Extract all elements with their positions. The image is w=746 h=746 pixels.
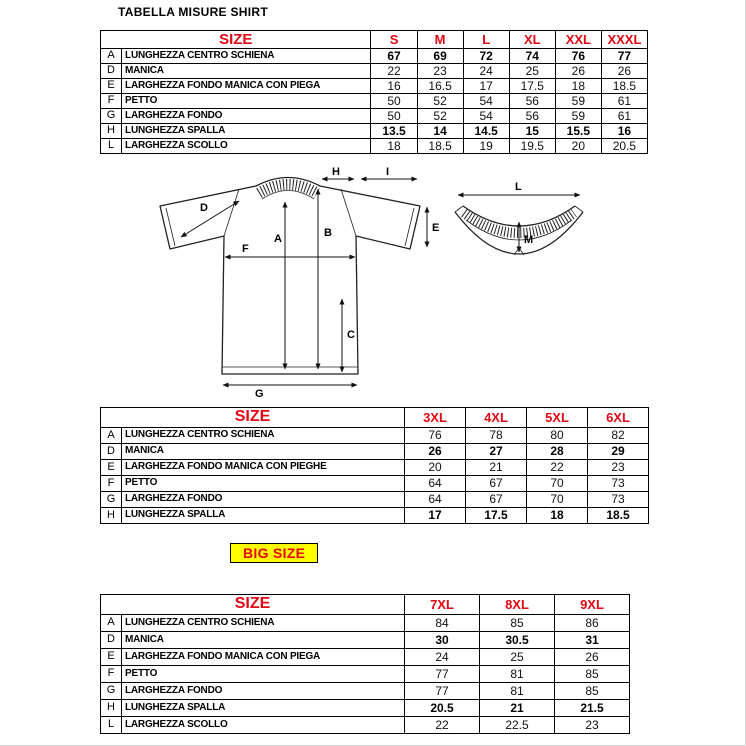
column-header: 9XL — [555, 595, 630, 615]
row-letter: F — [101, 94, 122, 109]
column-header: 6XL — [588, 408, 649, 428]
measure-row — [101, 717, 630, 734]
row-label: LUNGHEZZA CENTRO SCHIENA — [122, 615, 405, 632]
size-value: 18 — [555, 79, 601, 94]
diagram-label-a: A — [274, 233, 282, 245]
size-value: 17.5 — [466, 508, 527, 524]
row-letter: G — [101, 109, 122, 124]
size-value: 56 — [509, 109, 555, 124]
measure-row — [101, 79, 648, 94]
row-letter: A — [101, 615, 122, 632]
row-label: PETTO — [122, 476, 405, 492]
size-value: 82 — [588, 428, 649, 444]
size-value: 22 — [527, 460, 588, 476]
size-table-extended — [100, 407, 649, 524]
column-header: XXL — [555, 31, 601, 49]
size-table-standard — [100, 30, 648, 154]
row-label: MANICA — [122, 64, 371, 79]
size-value: 18.5 — [601, 79, 647, 94]
measure-row — [101, 492, 649, 508]
diagram-label-l: L — [515, 181, 522, 193]
size-value: 61 — [601, 109, 647, 124]
row-letter: F — [101, 476, 122, 492]
size-value: 81 — [480, 683, 555, 700]
size-value: 17 — [463, 79, 509, 94]
measure-row — [101, 428, 649, 444]
size-value: 59 — [555, 109, 601, 124]
size-value: 21 — [466, 460, 527, 476]
size-value: 15.5 — [555, 124, 601, 139]
size-value: 17 — [405, 508, 466, 524]
row-label: LARGHEZZA SCOLLO — [122, 139, 371, 154]
size-value: 31 — [555, 632, 630, 649]
big-size-label: BIG SIZE — [230, 543, 318, 563]
size-value: 69 — [417, 49, 463, 64]
row-label: LARGHEZZA FONDO — [122, 492, 405, 508]
size-value: 85 — [480, 615, 555, 632]
row-label: MANICA — [122, 632, 405, 649]
size-value: 29 — [588, 444, 649, 460]
size-value: 61 — [601, 94, 647, 109]
size-value: 20.5 — [601, 139, 647, 154]
size-value: 20.5 — [405, 700, 480, 717]
size-value: 27 — [466, 444, 527, 460]
size-value: 13.5 — [371, 124, 417, 139]
diagram-label-c: C — [347, 329, 355, 341]
size-value: 25 — [480, 649, 555, 666]
size-value: 77 — [405, 666, 480, 683]
size-value: 16 — [601, 124, 647, 139]
size-value: 67 — [466, 476, 527, 492]
size-value: 18 — [527, 508, 588, 524]
size-value: 18 — [371, 139, 417, 154]
size-value: 22.5 — [480, 717, 555, 734]
measure-row — [101, 64, 648, 79]
measure-row — [101, 632, 630, 649]
row-label: LARGHEZZA FONDO MANICA CON PIEGHE — [122, 460, 405, 476]
size-value: 18.5 — [588, 508, 649, 524]
size-value: 22 — [371, 64, 417, 79]
header-row — [101, 595, 630, 615]
measure-row — [101, 476, 649, 492]
size-value: 67 — [466, 492, 527, 508]
measure-row — [101, 460, 649, 476]
diagram-label-m: M — [524, 234, 534, 246]
measure-row — [101, 444, 649, 460]
size-value: 15 — [509, 124, 555, 139]
measure-row — [101, 94, 648, 109]
size-value: 76 — [405, 428, 466, 444]
size-value: 85 — [555, 683, 630, 700]
column-header: S — [371, 31, 417, 49]
size-value: 70 — [527, 492, 588, 508]
size-header: SIZE — [101, 31, 371, 49]
measure-row — [101, 649, 630, 666]
left-sleeve-seam — [224, 189, 239, 236]
size-value: 16 — [371, 79, 417, 94]
size-value: 59 — [555, 94, 601, 109]
size-value: 84 — [405, 615, 480, 632]
size-value: 26 — [601, 64, 647, 79]
size-value: 81 — [480, 666, 555, 683]
row-label: LARGHEZZA FONDO MANICA CON PIEGA — [122, 649, 405, 666]
column-header: 7XL — [405, 595, 480, 615]
column-header: 8XL — [480, 595, 555, 615]
size-value: 74 — [509, 49, 555, 64]
size-value: 73 — [588, 492, 649, 508]
header-row — [101, 408, 649, 428]
tshirt-outline — [160, 178, 420, 375]
row-label: LUNGHEZZA CENTRO SCHIENA — [122, 49, 371, 64]
row-label: PETTO — [122, 94, 371, 109]
column-header: XXXL — [601, 31, 647, 49]
measure-row — [101, 49, 648, 64]
diagram-label-b: B — [324, 227, 332, 239]
column-header: 3XL — [405, 408, 466, 428]
collar-detail-right-tip — [575, 206, 583, 212]
size-value: 50 — [371, 109, 417, 124]
row-letter: G — [101, 683, 122, 700]
size-value: 56 — [509, 94, 555, 109]
size-value: 76 — [555, 49, 601, 64]
measure-row — [101, 700, 630, 717]
measure-row — [101, 508, 649, 524]
size-value: 64 — [405, 492, 466, 508]
size-value: 25 — [509, 64, 555, 79]
size-value: 23 — [588, 460, 649, 476]
header-row — [101, 31, 648, 49]
size-value: 24 — [463, 64, 509, 79]
row-letter: G — [101, 492, 122, 508]
size-value: 85 — [555, 666, 630, 683]
column-header: L — [463, 31, 509, 49]
diagram-label-i: I — [386, 166, 390, 178]
row-letter: H — [101, 124, 122, 139]
row-label: LARGHEZZA FONDO MANICA CON PIEGA — [122, 79, 371, 94]
size-value: 86 — [555, 615, 630, 632]
shirt-measurement-diagram — [138, 166, 608, 403]
measure-row — [101, 615, 630, 632]
measure-row — [101, 666, 630, 683]
collar-detail-left-tip — [455, 206, 463, 212]
size-value: 30 — [405, 632, 480, 649]
row-letter: D — [101, 444, 122, 460]
size-value: 20 — [405, 460, 466, 476]
size-value: 70 — [527, 476, 588, 492]
size-value: 21.5 — [555, 700, 630, 717]
size-value: 30.5 — [480, 632, 555, 649]
row-label: LUNGHEZZA CENTRO SCHIENA — [122, 428, 405, 444]
size-value: 14 — [417, 124, 463, 139]
measure-row — [101, 683, 630, 700]
size-value: 26 — [555, 649, 630, 666]
row-letter: L — [101, 717, 122, 734]
size-value: 54 — [463, 94, 509, 109]
collar-ribbing — [259, 185, 317, 194]
row-label: LUNGHEZZA SPALLA — [122, 124, 371, 139]
size-value: 18.5 — [417, 139, 463, 154]
row-letter: H — [101, 508, 122, 524]
row-letter: F — [101, 666, 122, 683]
size-value: 52 — [417, 109, 463, 124]
row-letter: L — [101, 139, 122, 154]
size-value: 52 — [417, 94, 463, 109]
diagram-label-e: E — [432, 222, 440, 234]
size-value: 28 — [527, 444, 588, 460]
row-letter: A — [101, 49, 122, 64]
size-value: 21 — [480, 700, 555, 717]
page-title: TABELLA MISURE SHIRT — [118, 5, 268, 19]
size-value: 26 — [405, 444, 466, 460]
size-value: 72 — [463, 49, 509, 64]
size-value: 23 — [555, 717, 630, 734]
row-label: LUNGHEZZA SPALLA — [122, 700, 405, 717]
diagram-label-f: F — [242, 243, 249, 255]
diagram-label-h: H — [332, 166, 340, 178]
diagram-label-d: D — [200, 202, 208, 214]
size-value: 19 — [463, 139, 509, 154]
size-value: 23 — [417, 64, 463, 79]
size-value: 22 — [405, 717, 480, 734]
size-table-big — [100, 594, 630, 734]
row-label: LUNGHEZZA SPALLA — [122, 508, 405, 524]
size-value: 20 — [555, 139, 601, 154]
size-value: 77 — [601, 49, 647, 64]
column-header: XL — [509, 31, 555, 49]
row-letter: D — [101, 64, 122, 79]
size-value: 17.5 — [509, 79, 555, 94]
column-header: 5XL — [527, 408, 588, 428]
size-value: 54 — [463, 109, 509, 124]
size-value: 19.5 — [509, 139, 555, 154]
measure-row — [101, 139, 648, 154]
row-letter: E — [101, 460, 122, 476]
size-value: 80 — [527, 428, 588, 444]
row-label: PETTO — [122, 666, 405, 683]
size-value: 16.5 — [417, 79, 463, 94]
size-value: 73 — [588, 476, 649, 492]
size-value: 78 — [466, 428, 527, 444]
row-label: LARGHEZZA SCOLLO — [122, 717, 405, 734]
row-letter: E — [101, 649, 122, 666]
size-header: SIZE — [101, 595, 405, 615]
size-value: 24 — [405, 649, 480, 666]
column-header: 4XL — [466, 408, 527, 428]
row-label: MANICA — [122, 444, 405, 460]
row-letter: E — [101, 79, 122, 94]
row-label: LARGHEZZA FONDO — [122, 683, 405, 700]
measure-row — [101, 109, 648, 124]
size-value: 26 — [555, 64, 601, 79]
size-value: 77 — [405, 683, 480, 700]
row-letter: D — [101, 632, 122, 649]
row-letter: H — [101, 700, 122, 717]
size-value: 50 — [371, 94, 417, 109]
arrow-d-sleeve — [181, 201, 239, 237]
size-header: SIZE — [101, 408, 405, 428]
diagram-label-g: G — [255, 388, 264, 400]
row-letter: A — [101, 428, 122, 444]
right-sleeve-seam — [341, 189, 356, 236]
row-label: LARGHEZZA FONDO — [122, 109, 371, 124]
measure-row — [101, 124, 648, 139]
size-value: 14.5 — [463, 124, 509, 139]
column-header: M — [417, 31, 463, 49]
size-value: 67 — [371, 49, 417, 64]
size-value: 64 — [405, 476, 466, 492]
